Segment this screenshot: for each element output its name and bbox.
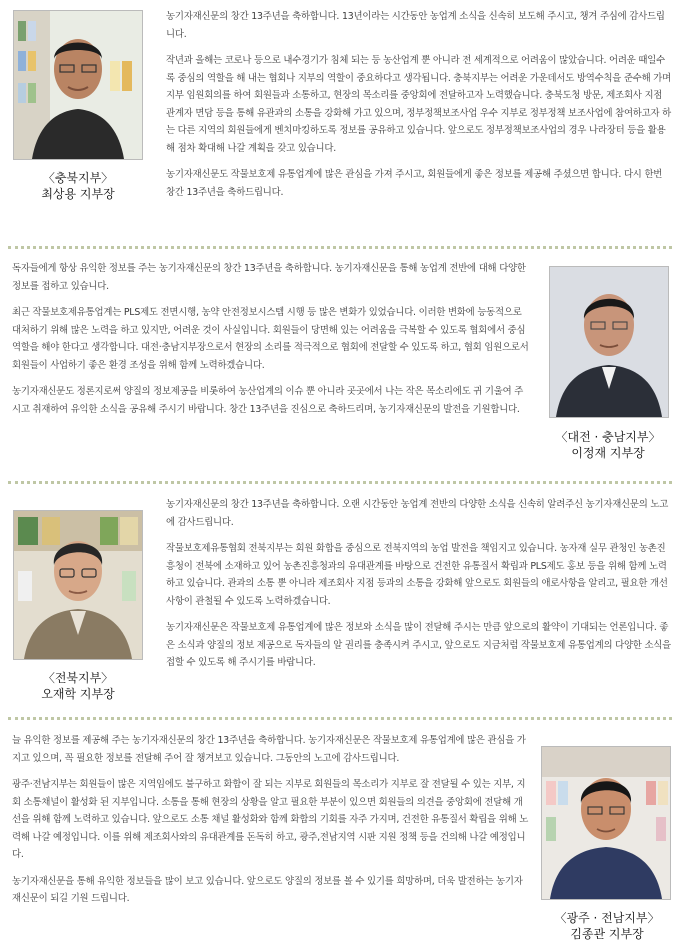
section-chungbuk (0, 0, 680, 240)
paragraph: 농기자재신문의 창간 13주년을 축하합니다. 13년이라는 시간동안 농업계 소식을 신속히 보도해 주시고, 챙겨 주심에 감사드립니다. (166, 11, 665, 40)
person-name: 최상용 지부장 (41, 187, 115, 201)
paragraph: 농기자재신문의 창간 13주년을 축하합니다. 오랜 시간동안 농업계 전반의 다양한 소식을 신속히 알려주신 농기자재신문의 노고에 감사드립니다. (166, 499, 669, 528)
person-name: 김종관 지부장 (570, 927, 644, 941)
dotted-divider (8, 717, 672, 720)
portrait-photo (541, 746, 671, 900)
person-name: 이정재 지부장 (571, 446, 645, 460)
person-caption (536, 429, 680, 461)
message-body (166, 8, 672, 210)
section-daejeon-chungnam (0, 254, 680, 474)
person-name: 오재학 지부장 (41, 687, 115, 701)
paragraph: 농기자재신문도 작물보호제 유통업계에 많은 관심을 가져 주시고, 회원들에게 좋은 정보를 제공해 주셨으면 합니다. 다시 한번 창간 13주년을 축하드립니다. (166, 169, 663, 198)
paragraph: 작년과 올해는 코로나 등으로 내수경기가 침체 되는 등 농산업계 뿐 아니라 전 세계적으로 어려움이 많았습니다. 어려운 때일수록 중심의 역할을 해 내는 협회나 지부의 역할이 중요하다고 생각됩니다. 충북지부는 어려운 가운데서도 방역수칙을 준수해 가며 지부 임원회의를 하여 회원들과 소통하고, 현장의 목소리를 중앙회에 전달하고자 노력했습니다. 충북도청 방문, 제조회사 지점 관계자 면담 등을 통해 유관과의 소통을 강화해 가고 있으며, 정부정책보조사업 우수 지부로 정부정책 보조사업에 참여하고자 하는 다른 지역의 회원들에게 벤치마킹하도록 정보를 공유하고 있습니다. 앞으로도 정부정책보조사업의 경우 나라장터 등을 활용해 점차 확대해 나갈 계획을 갖고 있습니다. (166, 55, 672, 154)
portrait-photo (13, 510, 143, 660)
message-body (12, 260, 530, 427)
branch-name: 〈전북지부〉 (42, 671, 114, 685)
paragraph: 늘 유익한 정보를 제공해 주는 농기자재신문의 창간 13주년을 축하합니다. 농기자재신문은 작물보호제 유통업계에 많은 관심을 가지고 있으며, 꼭 필요한 정보를 전달해 주어 잘 챙겨보고 있습니다. 그동안의 노고에 감사드립니다. (12, 735, 526, 764)
branch-name: 〈대전 · 충남지부〉 (555, 430, 661, 444)
person-caption (8, 170, 148, 202)
paragraph: 작물보호제유통협회 전북지부는 회원 화합을 중심으로 전북지역의 농업 발전을 책임지고 있습니다. 농자재 실무 관청인 농촌진흥청이 전북에 소재하고 있어 농촌진흥청과의 유대관계를 바탕으로 건전한 유통질서 확립과 PLS제도 홍보 등을 위해 함께 노력하고 있습니다. 관과의 소통 뿐 아니라 제조회사 지점 등과의 소통을 강화해 앞으로도 회원들의 애로사항을 알리고, 필요한 개선 사항이 관철될 수 있도록 노력하겠습니다. (166, 543, 668, 607)
branch-name: 〈광주 · 전남지부〉 (554, 911, 660, 925)
paragraph: 광주·전남지부는 회원들이 많은 지역임에도 불구하고 화합이 잘 되는 지부로 회원들의 목소리가 지부로 잘 전달될 수 있는 지부, 지회 소통채널이 활성화 된 지부입니다. 소통을 통해 현장의 상황을 알고 필요한 부분이 있으면 회원들의 의견을 중앙회에 전달해 개선을 위해 함께 노력하고 있습니다. 앞으로도 소통 채널 활성화와 함께 화합의 기회를 자주 가지며, 건전한 유통질서 확립을 위해 노력해 나갈 예정입니다. 이를 위해 제조회사와의 유대관계를 돈독히 하고, 광주,전남지역 시판 지원 정책 등을 건의해 나갈 예정입니다. (12, 779, 529, 860)
paragraph: 농기자재신문도 정론지로써 양질의 정보제공을 비롯하여 농산업계의 이슈 뿐 아니라 곳곳에서 나는 작은 목소리에도 귀 기울여 주시고 취재하여 유익한 소식을 공유해 주시기 바랍니다. 창간 13주년을 진심으로 축하드리며, 농기자재신문의 발전을 기원합니다. (12, 386, 524, 415)
person-caption (8, 670, 148, 702)
portrait-photo (13, 10, 143, 160)
paragraph: 독자들에게 항상 유익한 정보를 주는 농기자재신문의 창간 13주년을 축하합니다. 농기자재신문을 통해 농업계 전반에 대해 다양한 정보를 접하고 있습니다. (12, 263, 526, 292)
paragraph: 농기자재신문을 통해 유익한 정보들을 많이 보고 있습니다. 앞으로도 양질의 정보를 볼 수 있기를 희망하며, 더욱 발전하는 농기자재신문이 되길 기원 드립니다. (12, 875, 523, 904)
section-gwangju-jeonnam (0, 726, 680, 945)
paragraph: 농기자재신문은 작물보호제 유통업계에 많은 정보와 소식을 많이 전달해 주시는 만큼 앞으로의 활약이 기대되는 언론입니다. 좋은 소식과 양질의 정보 제공으로 독자들의 알 권리를 충족시켜 주시고, 앞으로도 지금처럼 작물보호제 유통업계의 다양한 소식을 접할 수 있도록 해 주시기를 바랍니다. (166, 622, 672, 668)
paragraph: 최근 작물보호제유통업계는 PLS제도 전면시행, 농약 안전정보시스템 시행 등 많은 변화가 있었습니다. 이러한 변화에 능동적으로 대처하기 위해 많은 노력을 하고 있지만, 어려운 것이 사실입니다. 회원들이 당면해 있는 어려움을 극복할 수 있도록 협회에서 중심 역할을 해야 한다고 생각합니다. 대전·충남지부장으로서 현장의 소리를 적극적으로 협회에 전달할 수 있도록 하고, 협회 임원으로서 회원들이 사업하기 좋은 환경 조성을 위해 함께 노력하겠습니다. (12, 307, 529, 371)
message-body (12, 732, 530, 917)
person-photo-icon (14, 511, 142, 659)
branch-name: 〈충북지부〉 (42, 171, 114, 185)
section-jeonbuk (0, 490, 680, 710)
person-photo-icon (550, 267, 668, 417)
message-body (166, 496, 672, 681)
dotted-divider (8, 481, 672, 484)
dotted-divider (8, 246, 672, 249)
person-photo-icon (14, 11, 142, 159)
person-caption (534, 910, 680, 942)
portrait-photo (549, 266, 669, 418)
person-photo-icon (542, 747, 670, 899)
